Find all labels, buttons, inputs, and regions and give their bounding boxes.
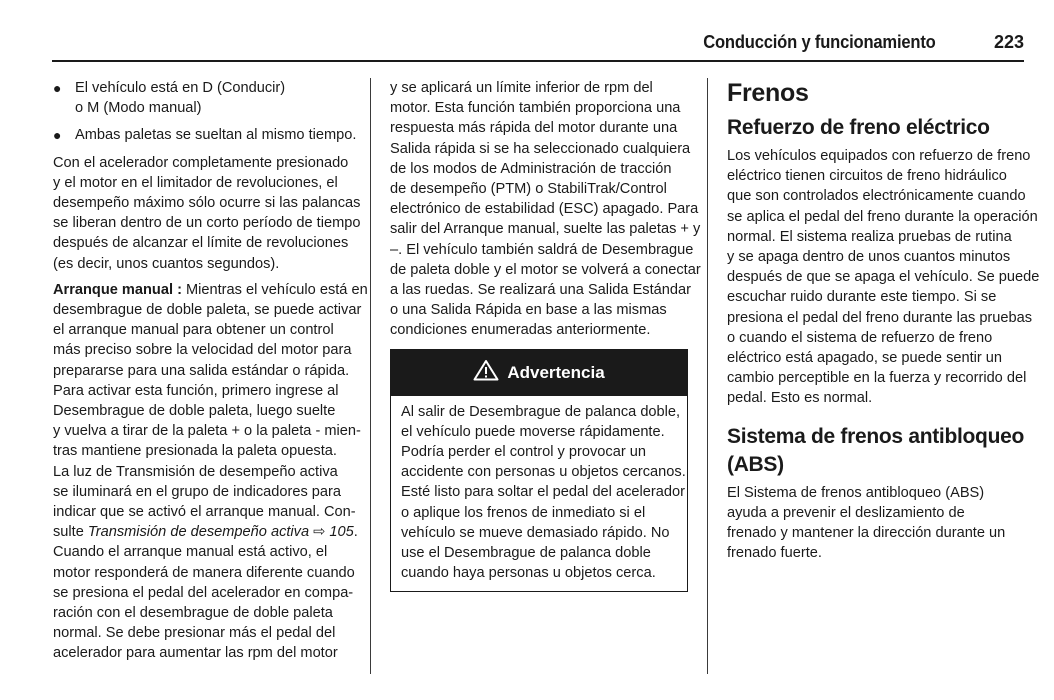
- paragraph-max-performance: [53, 153, 361, 274]
- text-line: presiona el pedal del freno durante las pruebas: [727, 309, 1033, 326]
- text-line: más preciso sobre la velocidad del motor para: [53, 342, 352, 359]
- column-2: [390, 78, 701, 592]
- text-line: vehículo se mueve demasiado rápido. No: [401, 524, 670, 541]
- text-line: pedal. Esto es normal.: [727, 390, 873, 407]
- page-number: 223: [993, 32, 1024, 52]
- text-line: –. El vehículo también saldrá de Desembrague: [390, 241, 694, 258]
- text-line: use el Desembrague de palanca doble: [401, 545, 651, 562]
- paragraph-manual-launch: [53, 280, 368, 664]
- text-line: a las ruedas. Se realizará una Salida Estándar: [390, 282, 691, 299]
- text-line: prepararse para una salida estándar o rápida.: [53, 362, 350, 379]
- text-line: Podría perder el control y provocar un: [401, 444, 646, 461]
- text-line: después de alcanzar el límite de revoluciones: [53, 235, 349, 252]
- text-span: sulte: [53, 524, 88, 541]
- subheading-line: (ABS): [727, 452, 784, 476]
- text-line: y se apaga dentro de unos cuantos minutos: [727, 249, 1011, 266]
- text-line: se iluminará en el grupo de indicadores para: [53, 483, 341, 500]
- cross-reference-page[interactable]: 105: [329, 524, 354, 541]
- text-line: frenado fuerte.: [727, 545, 822, 562]
- text-line: Los vehículos equipados con refuerzo de freno: [727, 148, 1031, 164]
- cross-reference-link[interactable]: Transmisión de desempeño activa: [87, 524, 310, 541]
- text-line: accidente con personas u objetos cercanos.: [401, 464, 686, 481]
- warning-body: [391, 396, 687, 592]
- warning-triangle-icon: [473, 359, 499, 386]
- warning-header: [391, 350, 687, 396]
- text-line: después de que se apaga el vehículo. Se puede: [727, 269, 1040, 286]
- text-line: Salida rápida si se ha seleccionado cualquiera: [390, 140, 691, 157]
- text-line: desempeño máximo sólo ocurre si las palancas: [53, 195, 361, 212]
- text-line: (es decir, unos cuantos segundos).: [53, 255, 280, 272]
- bullet-line: o M (Modo manual): [75, 100, 202, 117]
- column-divider-1: [370, 78, 371, 674]
- text-line: tras mantiene presionada la paleta opuesta.: [53, 443, 337, 460]
- lead-term: Arranque manual :: [53, 281, 182, 298]
- column-divider-2: [707, 78, 708, 674]
- text-line: respuesta más rápida del motor durante una: [390, 120, 678, 137]
- paragraph-continued: [390, 78, 701, 341]
- text-line: y vuelva a tirar de la paleta + o la paleta - mien-: [53, 423, 361, 440]
- text-line: condiciones enumeradas anteriormente.: [390, 322, 651, 339]
- section-title: Conducción y funcionamiento: [703, 32, 936, 52]
- subheading-line: Sistema de frenos antibloqueo: [727, 424, 1025, 448]
- page-header: [0, 0, 1054, 64]
- text-line: se aplica el pedal del freno durante la operación: [727, 208, 1038, 225]
- paragraph-electric-brake-boost: [727, 146, 1040, 409]
- text-line: frenado y mantener la dirección durante un: [727, 525, 1006, 542]
- text-line: Esté listo para soltar el pedal del acelerador: [401, 484, 685, 501]
- paragraph-abs: [727, 483, 1027, 564]
- text-line: Con el acelerador completamente presionado: [53, 154, 349, 171]
- section-heading: Frenos: [727, 79, 809, 107]
- text-line: o una Salida Rápida en base a las mismas: [390, 302, 667, 319]
- text-line: y se aplicará un límite inferior de rpm del: [390, 80, 653, 96]
- column-3: [727, 78, 1040, 569]
- warning-title: Advertencia: [507, 362, 605, 382]
- text-line: motor responderá de manera diferente cuando: [53, 564, 355, 581]
- subheading-abs: [727, 423, 1027, 479]
- text-line: el vehículo puede moverse rápidamente.: [401, 423, 665, 440]
- text-line: Desembrague de doble paleta, luego suelte: [53, 403, 336, 420]
- text-line: de desempeño (PTM) o StabiliTrak/Control: [390, 181, 667, 198]
- text-line: el arranque manual para obtener un control: [53, 322, 334, 339]
- bullet-icon: ●: [53, 80, 62, 96]
- text-line: y el motor en el limitador de revoluciones, el: [53, 174, 338, 191]
- text-line: Para activar esta función, primero ingrese al: [53, 382, 339, 399]
- text-line: normal. Se debe presionar más el pedal del: [53, 625, 336, 642]
- subheading-electric-brake-boost: Refuerzo de freno eléctrico: [727, 116, 990, 139]
- header-rule: [52, 60, 1024, 62]
- text-line: Al salir de Desembrague de palanca doble,: [401, 403, 681, 420]
- text-line: El Sistema de frenos antibloqueo (ABS): [727, 484, 985, 501]
- bullet-item: [53, 78, 353, 118]
- text-line: ración con el desembrague de doble paleta: [53, 605, 333, 622]
- text-line: que son controlados electrónicamente cuando: [727, 188, 1026, 205]
- text-line: La luz de Transmisión de desempeño activa: [53, 463, 338, 480]
- text-span: Mientras el vehículo está en: [181, 281, 368, 298]
- text-line: electrónico de estabilidad (ESC) apagado. Para: [390, 201, 699, 218]
- text-line: cambio perceptible en la fuerza y recorrido del: [727, 370, 1027, 387]
- text-line: Cuando el arranque manual está activo, el: [53, 544, 328, 561]
- bullet-icon: ●: [53, 127, 62, 144]
- text-span: .: [353, 524, 358, 541]
- bullet-item: [53, 125, 357, 145]
- text-line: eléctrico está apagado, se puede sentir un: [727, 350, 1003, 367]
- text-line: eléctrico tienen circuitos de freno hidráulico: [727, 168, 1007, 185]
- warning-box: [390, 349, 688, 593]
- text-line: escuchar ruido durante este tiempo. Si se: [727, 289, 997, 306]
- column-1: [53, 78, 368, 670]
- text-line: o aplique los frenos de inmediato si el: [401, 504, 646, 521]
- text-line: de paleta doble y el motor se volverá a conectar: [390, 261, 701, 278]
- bullet-line: Ambas paletas se sueltan al mismo tiempo.: [75, 127, 357, 144]
- cross-reference-line: [53, 522, 358, 542]
- bullet-line: El vehículo está en D (Conducir): [75, 80, 286, 96]
- text-line: [53, 280, 368, 300]
- text-line: indicar que se activó el arranque manual. Con-: [53, 504, 356, 521]
- text-line: se liberan dentro de un corto período de tiempo: [53, 215, 361, 232]
- text-line: de los modos de Administración de tracción: [390, 160, 672, 177]
- text-line: cuando haya personas u objetos cerca.: [401, 565, 656, 582]
- text-line: motor. Esta función también proporciona una: [390, 100, 681, 117]
- text-line: o cuando el sistema de refuerzo de freno: [727, 329, 993, 346]
- text-line: normal. El sistema realiza pruebas de rutina: [727, 228, 1012, 245]
- text-line: se presiona el pedal del acelerador en compa-: [53, 584, 354, 601]
- text-line: salir del Arranque manual, suelte las paletas + y: [390, 221, 701, 238]
- text-line: ayuda a prevenir el deslizamiento de: [727, 504, 965, 521]
- text-line: acelerador para aumentar las rpm del motor: [53, 645, 338, 662]
- arrow-icon: ⇨: [309, 524, 330, 541]
- text-line: desembrague de doble paleta, se puede activar: [53, 302, 362, 319]
